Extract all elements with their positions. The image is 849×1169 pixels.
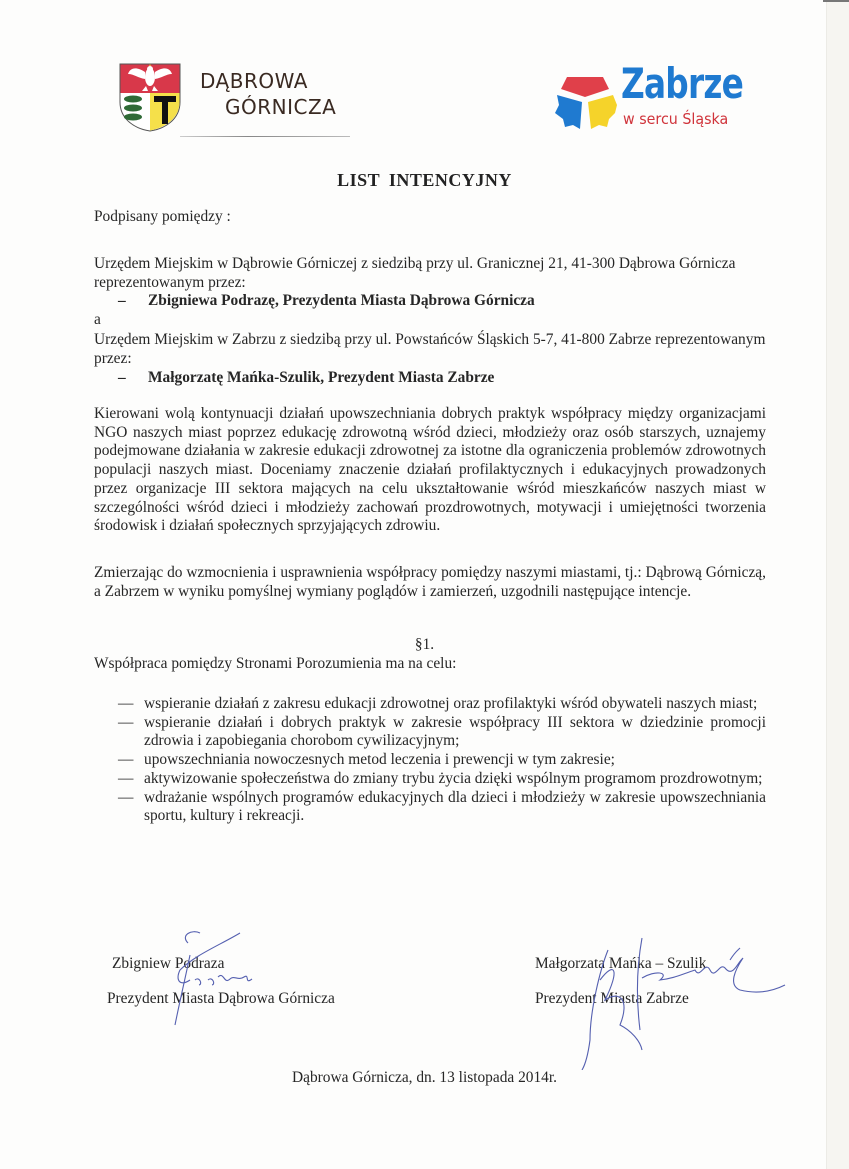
goals-list: [118, 695, 766, 826]
paragraph-2: Zmierzając do wzmocnienia i usprawnienia współpracy pomiędzy naszymi miastami, tj.: Dąbrową Górniczą, a Zabrzem w wyniku pomyślnej wymiany poglądów i zamierzeń, uzgodnili następujące intencje.: [94, 564, 766, 600]
place-and-date: Dąbrowa Górnicza, dn. 13 listopada 2014r.: [292, 1069, 557, 1086]
bullet-dash: —: [118, 751, 134, 769]
representative-name: Zbigniewa Podrazę, Prezydenta Miasta Dąbrowa Górnicza: [148, 292, 535, 309]
list-item-text: wspieranie działań z zakresu edukacji zdrowotnej oraz profilaktyki wśród obywateli naszych miast;: [144, 695, 758, 712]
zabrze-wordmark: Zabrze: [621, 59, 744, 108]
intro-text: Podpisany pomiędzy :: [94, 208, 231, 225]
handwritten-signature-icon: [150, 925, 290, 1030]
scan-edge-mark: [823, 0, 849, 2]
section-mark: §1.: [414, 636, 435, 653]
zabrze-tagline: w sercu Śląska: [623, 110, 729, 128]
list-item: [118, 789, 766, 826]
document-title: LIST INTENCYJNY: [337, 170, 512, 190]
logo-line-2: GÓRNICZA: [225, 95, 337, 119]
list-item-text: wspieranie działań i dobrych praktyk w zakresie współpracy III sektora w dziedzinie promocji zdrowia i zapobiegania chorobom cywilizacyjnym;: [144, 713, 766, 750]
dabrowa-gornicza-wordmark: [200, 68, 336, 120]
bullet-dash: —: [118, 788, 134, 806]
left-signatory-title: Prezydent Miasta Dąbrowa Górnicza: [107, 990, 335, 1007]
list-item: [118, 714, 766, 751]
bullet-dash: —: [118, 695, 134, 712]
dabrowa-gornicza-crest-icon: [118, 62, 182, 132]
right-signatory-name: Małgorzata Mańka – Szulik: [535, 955, 707, 972]
right-signatory-title: Prezydent Miasta Zabrze: [535, 990, 689, 1007]
list-item: [118, 751, 766, 770]
list-item-text: upowszechniania nowoczesnych metod leczenia i prewencji w tym zakresie;: [144, 751, 615, 769]
list-item-text: aktywizowanie społeczeństwa do zmiany trybu życia dzięki wspólnym programom prozdrowotnym;: [144, 769, 763, 787]
conjunction: a: [94, 311, 101, 328]
party-2-text: Urzędem Miejskim w Zabrzu z siedzibą przy ul. Powstańców Śląskich 5-7, 41-800 Zabrze reprezentowanym przez:: [94, 331, 766, 367]
zabrze-logo-icon: [553, 67, 619, 133]
bullet-dash: —: [118, 769, 134, 787]
zabrze-logo: [553, 59, 753, 137]
party-1-representative: [118, 292, 790, 311]
representative-name: Małgorzatę Mańka-Szulik, Prezydent Miasta Zabrze: [148, 369, 495, 386]
list-item: [118, 695, 766, 714]
bullet-dash: —: [118, 713, 134, 731]
dash: –: [118, 292, 126, 309]
logo-underline: [180, 136, 350, 137]
list-item: [118, 770, 766, 789]
handwritten-signature-icon: [560, 930, 790, 1070]
dash: –: [118, 369, 126, 386]
list-item-text: wdrażanie wspólnych programów edukacyjnych dla dzieci i młodzieży w zakresie upowszechniania sportu, kultury i rekreacji.: [144, 788, 766, 825]
party-1-text: Urzędem Miejskim w Dąbrowie Górniczej z siedzibą przy ul. Granicznej 21, 41-300 Dąbrowa Górnicza reprezentowanym przez:: [94, 255, 736, 291]
logo-line-1: DĄBROWA: [200, 69, 308, 93]
left-signatory-name: Zbigniew Podraza: [112, 955, 225, 972]
party-2-representative: [118, 369, 790, 388]
paragraph-1: Kierowani wolą kontynuacji działań upowszechniania dobrych praktyk współpracy między organizacjami NGO naszych miast poprzez edukację zdrowotną wśród dzieci, młodzieży oraz osób starszych, uznajemy podejmowane działania w zakresie edukacji zdrowotnej za istotne dla ograniczenia problemów zdrowotnych populacji naszych miast. Doceniamy znaczenie działań profilaktycznych i edukacyjnych prowadzonych przez organizacje III sektora mających na celu ukształtowanie wśród mieszkańców naszych miast w szczególności wśród dzieci i młodzieży zachowań prozdrowotnych, motywacji i umiejętności tworzenia środowisk i działań społecznych sprzyjających zdrowiu.: [94, 405, 766, 535]
dabrowa-gornicza-logo: [118, 62, 388, 152]
section-intro: Współpraca pomiędzy Stronami Porozumienia ma na celu:: [94, 655, 457, 672]
